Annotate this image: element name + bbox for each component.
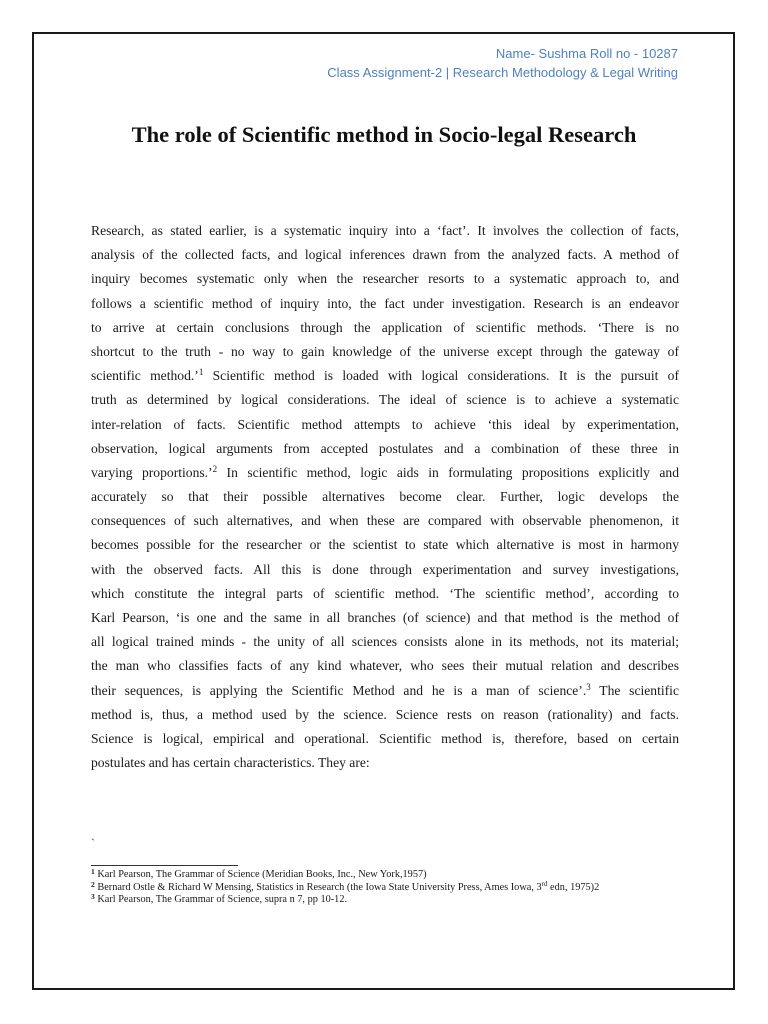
footnote-number: 2 xyxy=(91,879,95,889)
body-line: method is, thus, a method used by the science. Science rests on reason (rationality) and facts. xyxy=(91,706,679,722)
document-title: The role of Scientific method in Socio-legal Research xyxy=(131,122,637,147)
body-line: the man who classifies facts of any kind whatever, who sees their mutual relation and describes xyxy=(91,658,679,674)
footnote-ref: 2 xyxy=(212,463,218,474)
body-line: their sequences, is applying the Scientific Method and he is a man of science’.$^3$ The scientific xyxy=(91,681,679,698)
body-line: accurately so that their possible alternatives become clear. Further, logic develops the xyxy=(91,489,679,505)
body-line: becomes possible for the researcher or the scientist to state which alternative is most in harmony xyxy=(91,537,679,553)
body-line: inter-relation of facts. Scientific method attempts to achieve ‘this ideal by experimentation, xyxy=(91,416,679,432)
body-line: observation, logical arguments from accepted postulates and a combination of these three in xyxy=(91,440,679,456)
body-line: inquiry becomes systematic only when the researcher resorts to a systematic approach to, and xyxy=(91,271,679,287)
body-line: analysis of the collected facts, and logical inferences drawn from the analyzed facts. A method of xyxy=(91,247,679,263)
body-line: varying proportions.’$^2$ In scientific method, logic aids in formulating propositions explicitly and xyxy=(91,463,679,480)
body-line: shortcut to the truth - no way to gain knowledge of the universe except through the gateway of xyxy=(91,343,679,359)
footnote-separator xyxy=(91,865,238,866)
footnotes xyxy=(91,869,681,907)
header-course-line: Class Assignment-2 | Research Methodology & Legal Writing xyxy=(327,65,678,80)
body-line: to arrive at certain conclusions through the application of scientific methods. ‘There is no xyxy=(91,319,679,335)
footnote-1: $^1$ Karl Pearson, The Grammar of Science (Meridian Books, Inc., New York,1957) xyxy=(91,867,427,880)
body-line: Research, as stated earlier, is a systematic inquiry into a ‘fact’. It involves the collection of facts, xyxy=(91,223,679,238)
body-line: Science is logical, empirical and operational. Scientific method is, therefore, based on certain xyxy=(91,730,679,746)
body-line: which constitute the integral parts of scientific method. ‘The scientific method’, according to xyxy=(91,585,679,601)
page-header xyxy=(327,44,678,82)
footnote-ref: 1 xyxy=(198,367,204,378)
footnote-number: 1 xyxy=(91,867,95,876)
body-paragraph xyxy=(91,219,679,775)
body-line: postulates and has certain characteristics. They are: xyxy=(91,755,370,771)
footnote-number: 3 xyxy=(91,892,95,902)
body-line: follows a scientific method of inquiry into, the fact under investigation. Research is an endeavor xyxy=(91,295,679,311)
header-author-line: Name- Sushma Roll no - 10287 xyxy=(495,46,678,61)
body-line: with the observed facts. All this is done through experimentation and survey investigations, xyxy=(91,561,679,577)
body-line: Karl Pearson, ‘is one and the same in all branches (of science) and that method is the method of xyxy=(91,610,679,625)
footnote-3: $^3$ Karl Pearson, The Grammar of Science, supra n 7, pp 10-12. xyxy=(91,892,348,906)
body-line: truth as determined by logical considerations. The ideal of science is to achieve a systematic xyxy=(91,392,679,408)
stray-mark: ` xyxy=(91,836,95,850)
footnote-ref: 3 xyxy=(586,681,591,692)
body-line: all logical trained minds - the unity of all sciences consists alone in its methods, not its material; xyxy=(91,634,679,650)
body-line: scientific method.’$^1$ Scientific method is loaded with logical considerations. It is the pursuit of xyxy=(91,367,680,384)
body-line: consequences of such alternatives, and when these are compared with observable phenomenon, it xyxy=(91,513,679,529)
footnote-2: $^2$ Bernard Ostle & Richard W Mensing, Statistics in Research (the Iowa State University Press, Ames Iowa, 3rd edn, 1975)2 xyxy=(91,879,600,893)
